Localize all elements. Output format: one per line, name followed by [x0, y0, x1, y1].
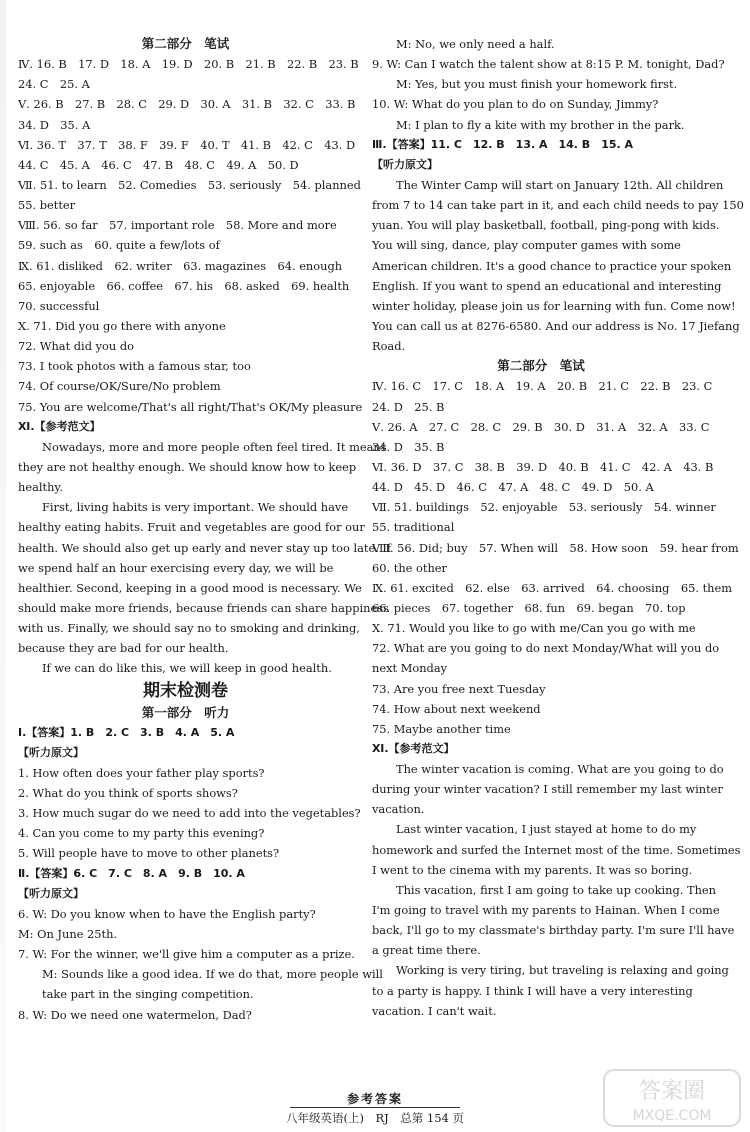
paragraph-line: M: No, we only need a half. [396, 37, 555, 51]
text-line: 1. How often does your father play sports? [18, 765, 265, 780]
text-line: I'm going to travel with my parents to Hainan. When I come [372, 903, 720, 918]
text-line: 9. W: Can I watch the talent show at 8:15 P. M. tonight, Dad? [372, 57, 725, 72]
section-heading: 第一部分 听力 [141, 704, 230, 720]
text-line: 65. enjoyable 66. coffee 67. his 68. asked 69. health [18, 278, 350, 293]
text-line: back, I'll go to my classmate's birthday party. I'm sure I'll have [372, 923, 735, 938]
text-line: Ⅷ. 56. so far 57. important role 58. More and more [18, 218, 337, 233]
right-column [372, 34, 744, 1021]
text-line: 74. Of course/OK/Sure/No problem [18, 379, 221, 394]
exam-title: 期末检测卷 [143, 680, 228, 701]
text-line: 55. better [18, 198, 76, 213]
text-line: they are not healthy enough. We should know how to keep [18, 459, 357, 474]
section-heading: 第二部分 笔试 [141, 36, 230, 51]
text-line: yuan. You will play basketball, football, ping-pong with kids. [372, 218, 720, 233]
text-line: M: On June 25th. [18, 927, 118, 942]
text-line: winter holiday, please join us for learning with fun. Come now! [372, 298, 736, 313]
text-line: during your winter vacation? I still remember my last winter [372, 782, 723, 797]
text-line: health. We should also get up early and never stay up too late. If [18, 540, 392, 555]
text-line: 6. W: Do you know when to have the English party? [18, 906, 316, 921]
text-line: Ⅸ. 61. disliked 62. writer 63. magazines 64. enough [18, 258, 343, 273]
text-line: American children. It's a good chance to practice your spoken [372, 258, 732, 273]
text-line: Ⅶ. 51. buildings 52. enjoyable 53. seriously 54. winner [372, 500, 716, 515]
text-line: healthy eating habits. Fruit and vegetables are good for our [18, 520, 365, 535]
text-line: 74. How about next weekend [372, 701, 541, 716]
section-heading: 第二部分 笔试 [497, 358, 585, 374]
text-line: Ⅴ. 26. B 27. B 28. C 29. D 30. A 31. B 32. C 33. B [18, 97, 356, 112]
watermark-text-url: MXQE.COM [632, 1108, 712, 1124]
text-line: 24. C 25. A [18, 77, 90, 92]
text-line: 24. D 25. B [372, 399, 445, 414]
footer-divider [290, 1107, 460, 1108]
paragraph-line: First, living habits is very important. We should have [42, 500, 349, 515]
paragraph-line: The winter vacation is coming. What are you going to do [396, 762, 724, 777]
answer-label: 【听力原文】 [18, 886, 84, 900]
text-line: I went to the cinema with my parents. It was so boring. [372, 862, 693, 877]
text-line: we spend half an hour exercising every day, we will be [18, 560, 334, 575]
answer-label: Ⅱ.【答案】6. C 7. C 8. A 9. B 10. A [18, 866, 245, 880]
text-line: 72. What are you going to do next Monday/What will you do [372, 641, 720, 656]
watermark-text-cn: 答案圈 [638, 1079, 706, 1104]
text-line: Ⅵ. 36. T 37. T 38. F 39. F 40. T 41. B 42. C 43. D [18, 137, 356, 152]
footer-title: 参考答案 [346, 1092, 403, 1106]
text-line: healthy. [18, 480, 63, 495]
answer-label: 【听力原文】 [18, 745, 84, 759]
paragraph-line: M: Sounds like a good idea. If we do that, more people will [42, 967, 383, 982]
paragraph-line: Nowadays, more and more people often feel tired. It means [42, 439, 387, 454]
text-line: next Monday [372, 661, 448, 676]
text-line: vacation. I can't wait. [372, 1003, 497, 1018]
paragraph-line: take part in the singing competition. [42, 987, 254, 1002]
text-line: 7. W: For the winner, we'll give him a computer as a prize. [18, 947, 355, 962]
text-line: 55. traditional [372, 520, 455, 535]
text-line: 34. D 35. B [372, 439, 445, 454]
text-line: 66. pieces 67. together 68. fun 69. began 70. top [372, 600, 686, 615]
text-line: 8. W: Do we need one watermelon, Dad? [18, 1007, 252, 1022]
text-line: 60. the other [372, 560, 447, 575]
answer-label: Ⅺ.【参考范文】 [18, 419, 101, 433]
page-binding-edge [0, 0, 6, 1132]
text-line: Ⅵ. 36. D 37. C 38. B 39. D 40. B 41. C 42. A 43. B [372, 459, 714, 474]
text-line: 44. C 45. A 46. C 47. B 48. C 49. A 50. D [18, 157, 299, 172]
text-line: You will sing, dance, play computer games with some [372, 238, 681, 253]
text-line: 59. such as 60. quite a few/lots of [18, 238, 220, 253]
text-line: Ⅳ. 16. C 17. C 18. A 19. A 20. B 21. C 22. B 23. C [372, 379, 713, 394]
text-line: You can call us at 8276-6580. And our address is No. 17 Jiefang [372, 318, 740, 333]
text-line: Ⅴ. 26. A 27. C 28. C 29. B 30. D 31. A 32. A 33. C [372, 419, 710, 434]
paragraph-line: If we can do like this, we will keep in good health. [42, 661, 332, 676]
text-line: 72. What did you do [18, 339, 135, 354]
text-line: Ⅷ. 56. Did; buy 57. When will 58. How soon 59. hear from [372, 540, 739, 555]
paragraph-line: This vacation, first I am going to take up cooking. Then [396, 882, 717, 897]
answer-label: 【听力原文】 [372, 157, 438, 171]
text-line: Ⅶ. 51. to learn 52. Comedies 53. seriously 54. planned [18, 177, 361, 192]
text-line: 73. I took photos with a famous star, too [18, 359, 251, 374]
paragraph-line: Last winter vacation, I just stayed at home to do my [396, 822, 697, 837]
paragraph-line: M: I plan to fly a kite with my brother in the park. [396, 117, 685, 132]
text-line: 73. Are you free next Tuesday [372, 681, 546, 696]
text-line: 75. Maybe another time [372, 721, 511, 736]
text-line: 4. Can you come to my party this evening? [18, 826, 265, 841]
footer-page-info: 八年级英语(上) RJ 总第 154 页 [285, 1111, 464, 1125]
text-line: Ⅹ. 71. Would you like to go with me/Can you go with me [372, 621, 696, 636]
text-line: to a party is happy. I think I will have a very interesting [372, 983, 693, 998]
text-line: from 7 to 14 can take part in it, and each child needs to pay 150 [372, 198, 744, 213]
text-line: English. If you want to spend an educational and interesting [372, 278, 722, 293]
text-line: homework and surfed the Internet most of the time. Sometimes [372, 842, 741, 857]
answer-label: Ⅺ.【参考范文】 [372, 741, 455, 755]
paragraph-line: Working is very tiring, but traveling is relaxing and going [396, 963, 729, 978]
text-line: vacation. [372, 802, 425, 817]
paragraph-line: The Winter Camp will start on January 12th. All children [396, 177, 724, 192]
text-line: Ⅳ. 16. B 17. D 18. A 19. D 20. B 21. B 22. B 23. B [18, 57, 359, 72]
text-line: 34. D 35. A [18, 117, 91, 132]
text-line: Ⅹ. 71. Did you go there with anyone [18, 318, 226, 333]
text-line: Road. [372, 339, 406, 354]
paragraph-line: M: Yes, but you must finish your homework first. [396, 77, 678, 92]
text-line: 44. D 45. D 46. C 47. A 48. C 49. D 50. A [372, 480, 654, 495]
answer-label: Ⅲ.【答案】11. C 12. B 13. A 14. B 15. A [372, 137, 634, 151]
text-line: 10. W: What do you plan to do on Sunday, Jimmy? [372, 97, 659, 112]
text-line: 75. You are welcome/That's all right/That's OK/My pleasure [18, 399, 363, 414]
text-line: 70. successful [18, 298, 100, 313]
watermark-logo [602, 1066, 742, 1130]
text-line: should make more friends, because friends can share happiness [18, 600, 389, 615]
text-line: healthier. Second, keeping in a good mood is necessary. We [18, 580, 362, 595]
text-line: 3. How much sugar do we need to add into the vegetables? [18, 806, 361, 821]
text-line: Ⅸ. 61. excited 62. else 63. arrived 64. choosing 65. them [372, 580, 733, 595]
answer-label: Ⅰ.【答案】1. B 2. C 3. B 4. A 5. A [18, 725, 235, 739]
text-line: a great time there. [372, 943, 481, 958]
text-line: 2. What do you think of sports shows? [18, 786, 238, 801]
text-line: 5. Will people have to move to other planets? [18, 846, 280, 861]
text-line: with us. Finally, we should say no to smoking and drinking, [18, 621, 360, 636]
text-line: because they are bad for our health. [18, 641, 229, 656]
